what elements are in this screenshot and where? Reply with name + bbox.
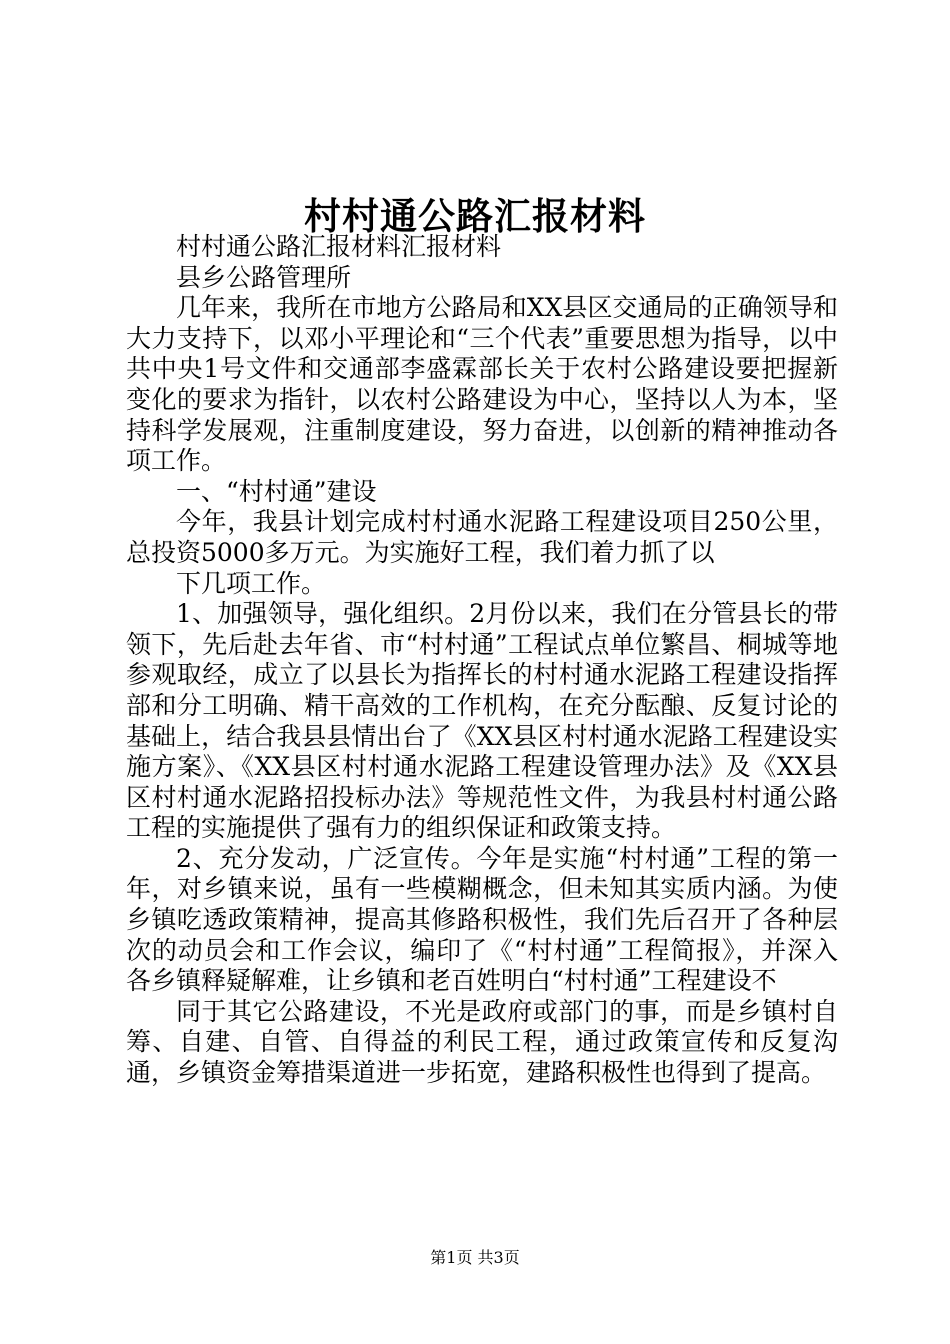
- item-1-paragraph: 1、加强领导，强化组织。2月份以来，我们在分管县长的带领下，先后赴去年省、市“村村通”工程试点单位繁昌、桐城等地参观取经，成立了以县长为指挥长的村村通水泥路工程建设指挥部和分工明确、精干高效的工作机构，在充分酝酿、反复讨论的基础上，结合我县县情出台了《XX县区村村通水泥路工程建设实施方案》、《XX县区村村通水泥路工程建设管理办法》及《XX县区村村通水泥路招投标办法》等规范性文件，为我县村村通公路工程的实施提供了强有力的组织保证和政策支持。: [126, 599, 838, 843]
- intro-paragraph: 几年来，我所在市地方公路局和XX县区交通局的正确领导和大力支持下，以邓小平理论和“三个代表”重要思想为指导，以中共中央1号文件和交通部李盛霖部长关于农村公路建设要把握新变化的要求为指针，以农村公路建设为中心，坚持以人为本，坚持科学发展观，注重制度建设，努力奋进，以创新的精神推动各项工作。: [126, 293, 838, 476]
- section-paragraph-1: 今年，我县计划完成村村通水泥路工程建设项目250公里，总投资5000多万元。为实施好工程，我们着力抓了以: [126, 507, 838, 567]
- section-paragraph-1-cont: 下几项工作。: [176, 568, 327, 598]
- page-footer: 第1页 共3页: [430, 1248, 520, 1267]
- subtitle-paragraph: 村村通公路汇报材料汇报材料: [176, 232, 502, 261]
- section-heading: 一、“村村通”建设: [176, 476, 377, 506]
- item-2-paragraph-cont: 同于其它公路建设，不光是政府或部门的事，而是乡镇村自筹、自建、自管、自得益的利民工程，通过政策宣传和反复沟通，乡镇资金筹措渠道进一步拓宽，建路积极性也得到了提高。: [126, 996, 838, 1088]
- author-paragraph: 县乡公路管理所: [176, 262, 352, 292]
- item-2-paragraph: 2、充分发动，广泛宣传。今年是实施“村村通”工程的第一年，对乡镇来说，虽有一些模糊概念，但未知其实质内涵。为使乡镇吃透政策精神，提高其修路积极性，我们先后召开了各种层次的动员会和工作会议，编印了《“村村通”工程简报》，并深入各乡镇释疑解难，让乡镇和老百姓明白“村村通”工程建设不: [126, 843, 838, 996]
- document-body: [126, 232, 838, 1089]
- document-title: 村村通公路汇报材料: [304, 194, 646, 238]
